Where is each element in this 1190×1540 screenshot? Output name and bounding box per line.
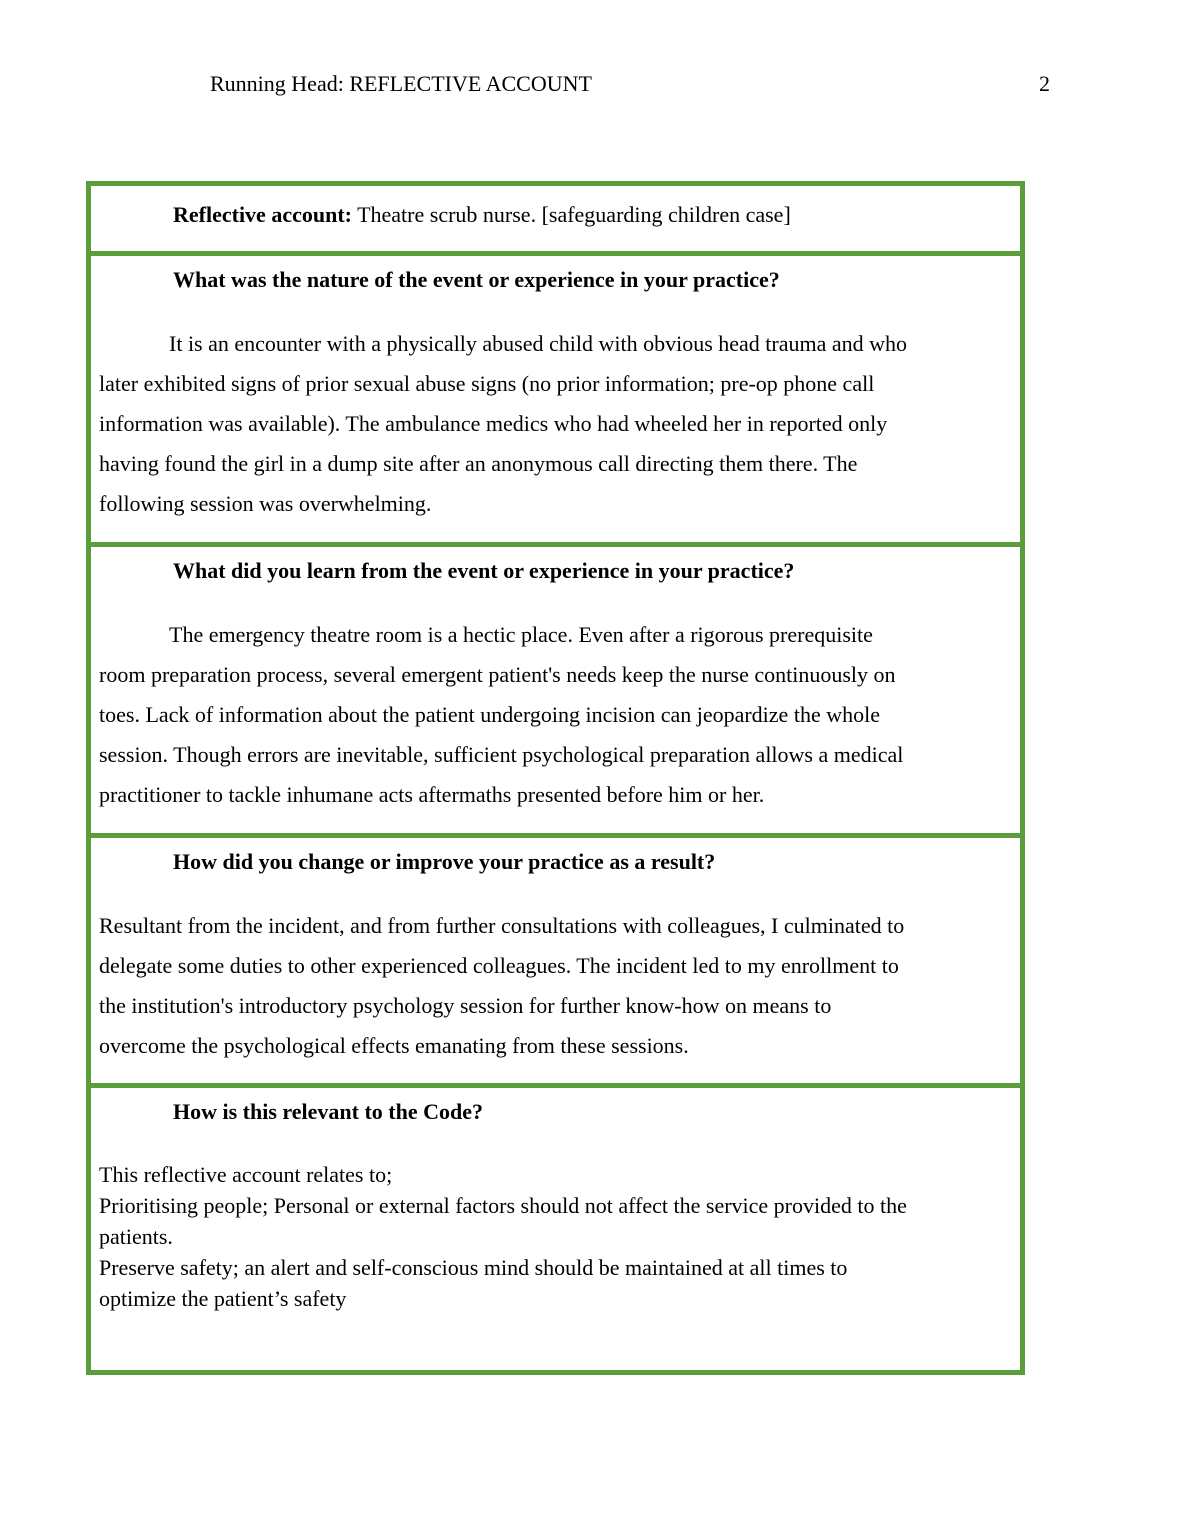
title-label: Reflective account:: [173, 202, 352, 227]
answer-line: Prioritising people; Personal or external factors should not affect the service provided to the: [99, 1193, 907, 1218]
answer-line: information was available). The ambulance medics who had wheeled her in reported only: [99, 411, 888, 436]
running-head: Running Head: REFLECTIVE ACCOUNT: [210, 71, 592, 96]
section-question: What was the nature of the event or experience in your practice?: [173, 267, 780, 292]
document-title: [99, 200, 960, 230]
section-nature-of-event: [91, 251, 1020, 542]
answer-line: following session was overwhelming.: [99, 491, 432, 516]
section-answer: [99, 615, 960, 815]
section-what-learned: [91, 542, 1020, 833]
title-row: [91, 186, 1020, 251]
title-text: Theatre scrub nurse. [safeguarding children case]: [351, 202, 791, 227]
answer-line: This reflective account relates to;: [99, 1162, 393, 1187]
page-header: [210, 70, 1050, 98]
answer-line: the institution's introductory psychology session for further know-how on means to: [99, 993, 832, 1018]
section-relevance-code: [91, 1083, 1020, 1370]
section-answer: [99, 906, 960, 1066]
answer-line: Preserve safety; an alert and self-conscious mind should be maintained at all times to: [99, 1255, 848, 1280]
section-change-practice: [91, 833, 1020, 1083]
answer-line: optimize the patient’s safety: [99, 1286, 347, 1311]
section-question: How is this relevant to the Code?: [173, 1099, 484, 1124]
section-question: What did you learn from the event or experience in your practice?: [173, 558, 795, 583]
answer-line: overcome the psychological effects emanating from these sessions.: [99, 1033, 689, 1058]
section-question: How did you change or improve your practice as a result?: [173, 849, 716, 874]
answer-line: The emergency theatre room is a hectic place. Even after a rigorous prerequisite: [169, 622, 873, 647]
answer-line: toes. Lack of information about the patient undergoing incision can jeopardize the whole: [99, 702, 880, 727]
page-number: 2: [1039, 71, 1050, 96]
answer-line: having found the girl in a dump site after an anonymous call directing them there. The: [99, 451, 858, 476]
answer-line: patients.: [99, 1224, 173, 1249]
section-answer: [99, 324, 960, 524]
answer-line: practitioner to tackle inhumane acts aftermaths presented before him or her.: [99, 782, 765, 807]
answer-line: session. Though errors are inevitable, sufficient psychological preparation allows a medical: [99, 742, 904, 767]
answer-line: Resultant from the incident, and from further consultations with colleagues, I culminated to: [99, 913, 905, 938]
section-answer: [99, 1159, 960, 1314]
answer-line: delegate some duties to other experienced colleagues. The incident led to my enrollment to: [99, 953, 899, 978]
answer-line: later exhibited signs of prior sexual abuse signs (no prior information; pre-op phone call: [99, 371, 875, 396]
answer-line: room preparation process, several emergent patient's needs keep the nurse continuously on: [99, 662, 896, 687]
answer-line: It is an encounter with a physically abused child with obvious head trauma and who: [169, 331, 908, 356]
reflective-account-table: [86, 181, 1025, 1375]
